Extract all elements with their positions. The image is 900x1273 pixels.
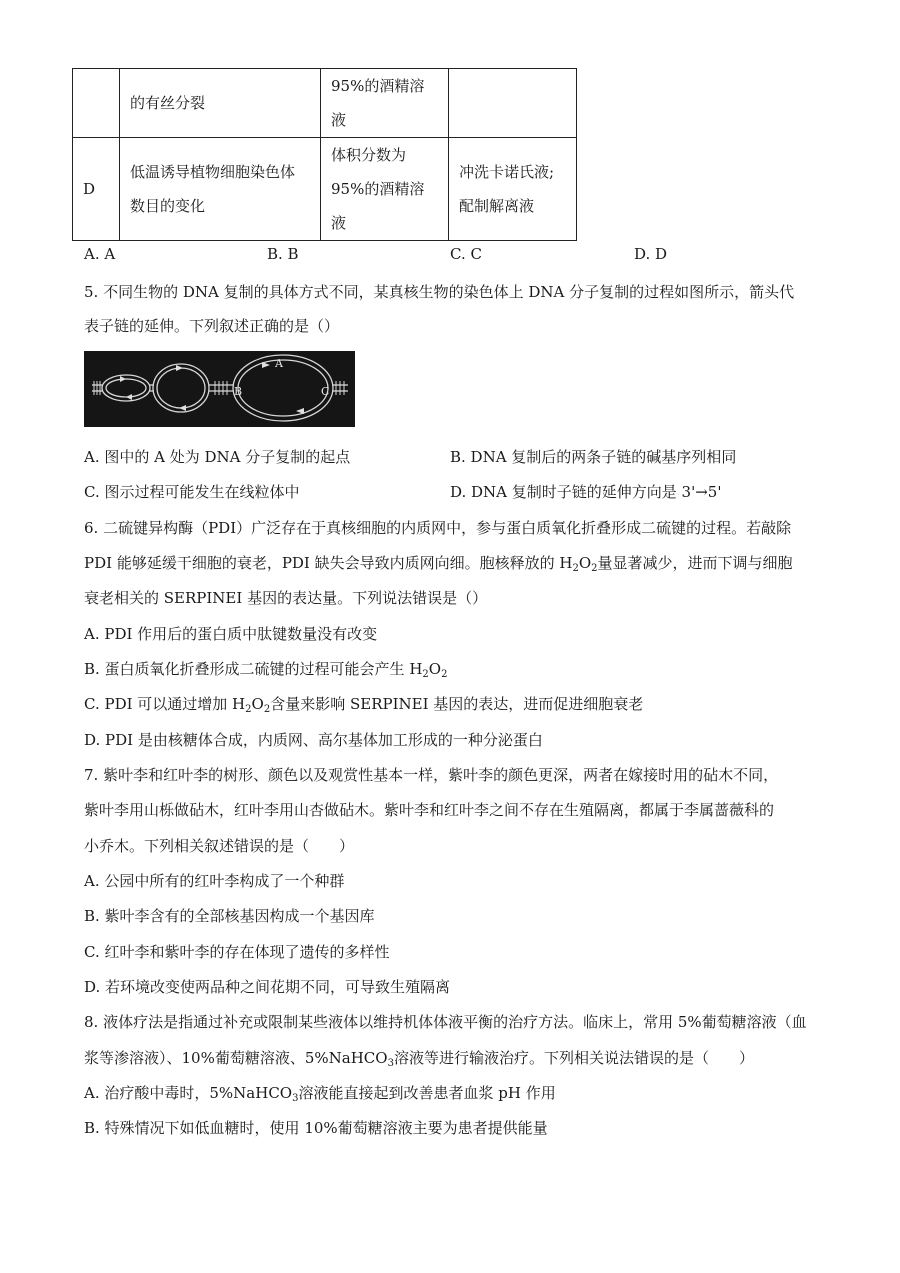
q5-option-b: B. DNA 复制后的两条子链的碱基序列相同 xyxy=(450,448,737,466)
q7-option-b: B. 紫叶李含有的全部核基因构成一个基因库 xyxy=(84,907,375,925)
q6-stem: PDI 能够延缓干细胞的衰老，PDI 缺失会导致内质网向细。胞核释放的 $H_2O_2$量显著减少，进而下调与细胞 xyxy=(84,554,793,574)
q6-stem: 衰老相关的 SERPINEI 基因的表达量。下列说法错误是（） xyxy=(84,589,488,607)
q8-stem: 浆等渗溶液）、10%葡萄糖溶液、5%NaHCO$_3$溶液等进行输液治疗。下列相关说法错误的是（ ） xyxy=(84,1049,754,1069)
q7-stem: 小乔木。下列相关叙述错误的是（ ） xyxy=(84,837,355,855)
replication-bubble-diagram xyxy=(84,351,355,427)
q8-option-b: B. 特殊情况下如低血糖时，使用 10%葡萄糖溶液主要为患者提供能量 xyxy=(84,1119,548,1137)
q4-option-b: B. B xyxy=(267,245,299,263)
q6-option-b: B. 蛋白质氧化折叠形成二硫键的过程可能会产生 $H_2O_2$ xyxy=(84,660,448,680)
q5-option-d: D. DNA 复制时子链的延伸方向是 3'→5' xyxy=(450,483,722,501)
experiment-table xyxy=(72,68,577,241)
label-b: B xyxy=(234,385,243,398)
q8-option-a: A. 治疗酸中毒时，5%NaHCO$_3$溶液能直接起到改善患者血浆 pH 作用 xyxy=(84,1084,556,1104)
table-cell: 的有丝分裂 xyxy=(120,69,321,138)
table-cell: 体积分数为 95%的酒精溶液 xyxy=(321,138,449,241)
q5-stem: 5. 不同生物的 DNA 复制的具体方式不同，某真核生物的染色体上 DNA 分子复制的过程如图所示，箭头代 xyxy=(84,283,795,301)
label-a: A xyxy=(275,357,283,370)
q5-option-a: A. 图中的 A 处为 DNA 分子复制的起点 xyxy=(84,448,351,466)
q5-stem: 表子链的延伸。下列叙述正确的是（） xyxy=(84,317,340,335)
q7-option-a: A. 公园中所有的红叶李构成了一个种群 xyxy=(84,872,345,890)
q4-option-c: C. C xyxy=(450,245,482,263)
dna-replication-figure xyxy=(84,351,355,427)
label-c: C xyxy=(321,385,330,398)
table-cell: 低温诱导植物细胞染色体 数目的变化 xyxy=(120,138,321,241)
q7-stem: 紫叶李用山栎做砧木，红叶李用山杏做砧木。紫叶李和红叶李之间不存在生殖隔离，都属于李属蔷薇科的 xyxy=(84,801,775,819)
q6-option-d: D. PDI 是由核糖体合成，内质网、高尔基体加工形成的一种分泌蛋白 xyxy=(84,731,543,749)
q7-option-d: D. 若环境改变使两品种之间花期不同，可导致生殖隔离 xyxy=(84,978,451,996)
table-row xyxy=(73,138,577,241)
q6-option-a: A. PDI 作用后的蛋白质中肽键数量没有改变 xyxy=(84,625,378,643)
q4-option-d: D. D xyxy=(634,245,668,263)
table-cell: 冲洗卡诺氏液; 配制解离液 xyxy=(449,138,577,241)
table-cell xyxy=(449,69,577,138)
q7-option-c: C. 红叶李和紫叶李的存在体现了遗传的多样性 xyxy=(84,943,390,961)
q8-stem: 8. 液体疗法是指通过补充或限制某些液体以维持机体体液平衡的治疗方法。临床上，常用 5%葡萄糖溶液（血 xyxy=(84,1013,807,1031)
table-cell: 95%的酒精溶液 xyxy=(321,69,449,138)
q5-option-c: C. 图示过程可能发生在线粒体中 xyxy=(84,483,300,501)
table-cell: D xyxy=(73,138,120,241)
table-cell xyxy=(73,69,120,138)
q6-stem: 6. 二硫键异构酶（PDI）广泛存在于真核细胞的内质网中，参与蛋白质氧化折叠形成二硫键的过程。若敲除 xyxy=(84,519,792,537)
q4-option-a: A. A xyxy=(84,245,116,263)
q6-option-c: C. PDI 可以通过增加 $H_2O_2$含量来影响 SERPINEI 基因的表达，进而促进细胞衰老 xyxy=(84,695,644,715)
q7-stem: 7. 紫叶李和红叶李的树形、颜色以及观赏性基本一样，紫叶李的颜色更深，两者在嫁接时用的砧木不同， xyxy=(84,766,779,784)
table-row xyxy=(73,69,577,138)
